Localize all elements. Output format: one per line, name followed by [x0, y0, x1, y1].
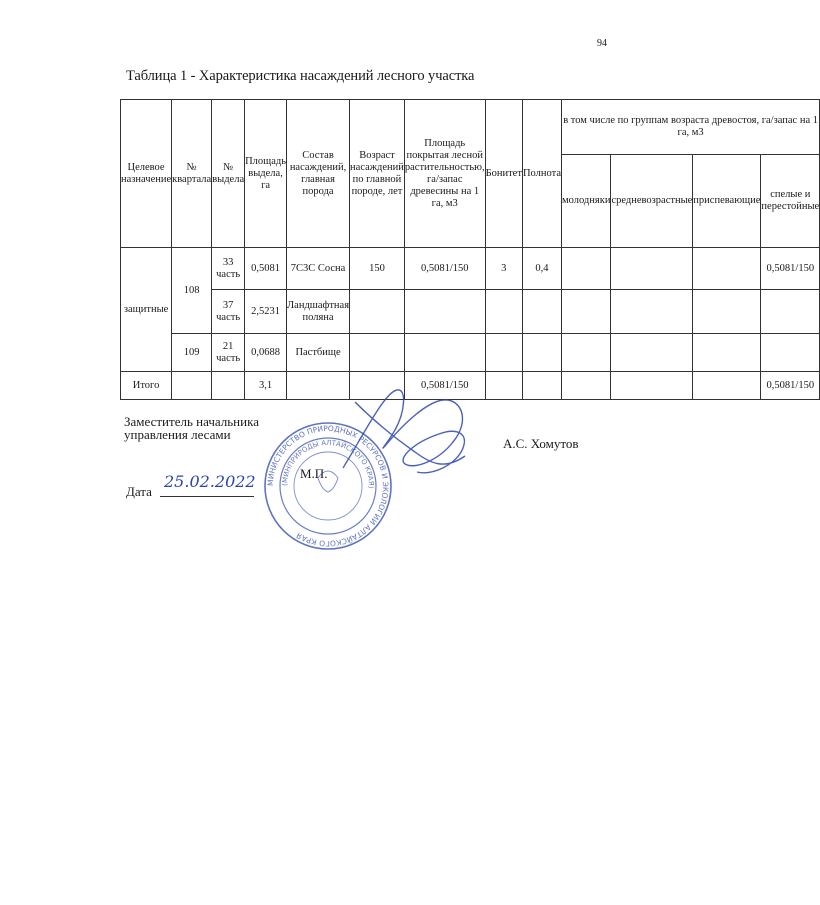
header-young: молодняки	[561, 155, 610, 248]
cell-middle	[611, 334, 693, 372]
cell-vydel: 21 часть	[212, 334, 245, 372]
cell-total-label: Итого	[121, 372, 172, 400]
cell-premature	[693, 290, 761, 334]
cell-area: 2,5231	[245, 290, 287, 334]
stamp-inner-text: (МИНПРИРОДЫ АЛТАЙСКОГО КРАЯ)	[280, 438, 376, 489]
cell-young	[561, 290, 610, 334]
header-area: Площадь выдела, га	[245, 100, 287, 248]
cell-mature: 0,5081/150	[761, 248, 820, 290]
cell-forested-area	[404, 290, 485, 334]
cell-middle	[611, 248, 693, 290]
cell-bonitet	[485, 290, 522, 334]
cell-density	[522, 334, 561, 372]
cell-middle	[611, 290, 693, 334]
header-bonitet: Бонитет	[485, 100, 522, 248]
header-vydel: № выдела	[212, 100, 245, 248]
table-row	[121, 248, 820, 290]
page-number: 94	[597, 38, 607, 49]
cell-age	[350, 290, 405, 334]
cell-age	[350, 334, 405, 372]
table-row	[121, 334, 820, 372]
header-purpose: Целевое назначение	[121, 100, 172, 248]
handwritten-signature	[335, 372, 485, 492]
role-line-1: Заместитель начальника	[124, 414, 259, 429]
cell-kvartal: 109	[172, 334, 212, 372]
header-mature: спелые и перестойные	[761, 155, 820, 248]
header-middle: средневозрастные	[611, 155, 693, 248]
date-underline	[160, 496, 254, 497]
date-value: 25.02.2022	[164, 472, 256, 491]
table-title: Таблица 1 - Характеристика насаждений лесного участка	[126, 68, 475, 84]
header-age-groups: в том числе по группам возраста древостоя, га/запас на 1 га, м3	[561, 100, 819, 155]
cell-empty	[485, 372, 522, 400]
cell-bonitet: 3	[485, 248, 522, 290]
mp-label: М.П.	[300, 466, 328, 481]
cell-vydel: 37 часть	[212, 290, 245, 334]
cell-composition: 7С3С Сосна	[287, 248, 350, 290]
cell-density	[522, 290, 561, 334]
cell-empty	[522, 372, 561, 400]
cell-forested-area	[404, 334, 485, 372]
role-line-2: управления лесами	[124, 427, 231, 442]
cell-forested-area: 0,5081/150	[404, 248, 485, 290]
cell-premature	[693, 334, 761, 372]
header-forested-area: Площадь покрытая лесной растительностью, га/запас древесины на 1 га, м3	[404, 100, 485, 248]
header-age: Возраст насаждений по главной породе, лет	[350, 100, 405, 248]
cell-premature	[693, 248, 761, 290]
cell-mature	[761, 334, 820, 372]
cell-mature	[761, 290, 820, 334]
cell-empty	[172, 372, 212, 400]
signatory-name: А.С. Хомутов	[503, 436, 579, 451]
cell-young	[561, 248, 610, 290]
cell-total-forested: 0,5081/150	[404, 372, 485, 400]
forest-table	[120, 99, 820, 400]
cell-young	[561, 334, 610, 372]
cell-empty	[611, 372, 693, 400]
table-row	[121, 290, 820, 334]
cell-total-mature: 0,5081/150	[761, 372, 820, 400]
header-premature: приспевающие	[693, 155, 761, 248]
cell-composition: Пастбище	[287, 334, 350, 372]
cell-purpose: защитные	[121, 248, 172, 372]
cell-empty	[561, 372, 610, 400]
header-kvartal: № квартала	[172, 100, 212, 248]
stamp-outer-text: МИНИСТЕРСТВО ПРИРОДНЫХ РЕСУРСОВ И ЭКОЛОГИИ АЛТАЙСКОГО КРАЯ	[265, 423, 391, 549]
signatory-role	[124, 415, 259, 441]
cell-total-area: 3,1	[245, 372, 287, 400]
cell-area: 0,0688	[245, 334, 287, 372]
header-composition: Состав насаждений, главная порода	[287, 100, 350, 248]
header-density: Полнота	[522, 100, 561, 248]
cell-composition: Ландшафтная поляна	[287, 290, 350, 334]
date-label: Дата	[126, 484, 152, 499]
cell-bonitet	[485, 334, 522, 372]
cell-empty	[693, 372, 761, 400]
cell-density: 0,4	[522, 248, 561, 290]
cell-area: 0,5081	[245, 248, 287, 290]
cell-kvartal: 108	[172, 248, 212, 334]
cell-vydel: 33 часть	[212, 248, 245, 290]
cell-empty	[212, 372, 245, 400]
cell-age: 150	[350, 248, 405, 290]
